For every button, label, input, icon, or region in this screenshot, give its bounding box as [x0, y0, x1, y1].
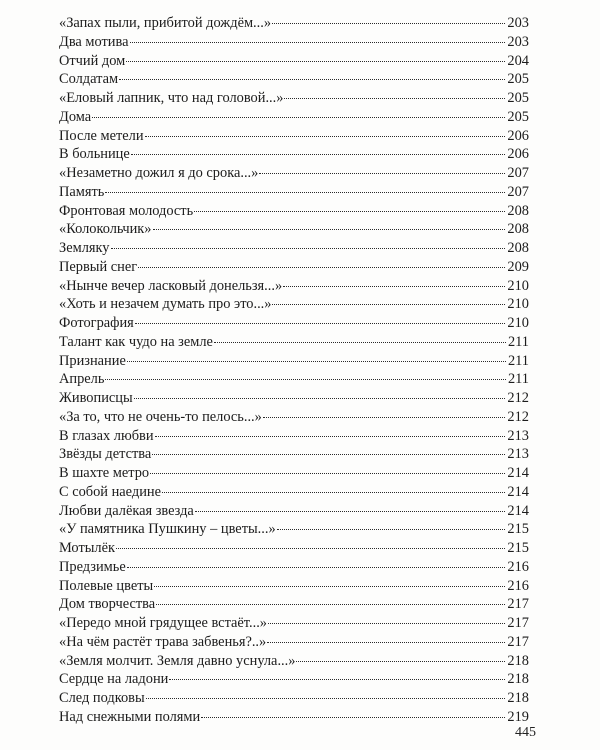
dot-leader	[296, 661, 505, 662]
toc-entry	[59, 708, 529, 727]
dot-leader	[214, 342, 506, 343]
toc-entry-page: 218	[507, 690, 529, 706]
toc-entry-page: 212	[507, 390, 529, 406]
toc-entry-page: 206	[507, 146, 529, 163]
toc-entry-page: 216	[507, 558, 529, 575]
dot-leader	[134, 398, 506, 399]
toc-entry-title: Талант как чудо на земле	[59, 333, 213, 350]
toc-entry-title: «Колокольчик»	[59, 221, 152, 238]
toc-entry	[59, 108, 529, 127]
dot-leader	[145, 136, 506, 137]
dot-leader	[126, 61, 505, 62]
toc-entry	[59, 295, 529, 314]
toc-entry	[59, 464, 529, 483]
toc-entry-page: 213	[507, 427, 529, 444]
toc-entry-page: 210	[507, 296, 529, 313]
dot-leader	[152, 454, 505, 455]
toc-entry	[59, 577, 529, 596]
dot-leader	[169, 679, 505, 680]
dot-leader	[105, 379, 506, 380]
toc-entry-title: Сердце на ладони	[59, 671, 169, 688]
toc-entry-page: 211	[507, 371, 529, 388]
toc-entry-page: 214	[507, 502, 529, 519]
toc-entry	[59, 202, 529, 221]
toc-entry-title: Признание	[59, 352, 126, 369]
dot-leader	[135, 323, 506, 324]
toc-entry-page: 213	[507, 446, 529, 463]
dot-leader	[263, 417, 506, 418]
toc-entry	[59, 239, 529, 258]
toc-entry	[59, 370, 529, 389]
dot-leader	[127, 567, 506, 568]
toc-entry-title: Мотылёк	[59, 540, 115, 556]
toc-entry	[59, 277, 529, 296]
toc-entry-page: 205	[507, 90, 529, 106]
toc-entry	[59, 164, 529, 183]
toc-entry-title: «Незаметно дожил я до срока...»	[59, 165, 259, 181]
page-number: 445	[515, 725, 536, 740]
toc-entry	[59, 483, 529, 502]
dot-leader	[156, 604, 505, 605]
toc-entry-title: Любви далёкая звезда	[59, 502, 194, 519]
toc-entry	[59, 427, 529, 446]
toc-entry-title: Отчий дом	[59, 52, 126, 69]
toc-entry-page: 218	[507, 652, 529, 669]
dot-leader	[150, 473, 505, 474]
toc-entry-title: «Хоть и незачем думать про это...»	[59, 296, 272, 313]
dot-leader	[201, 717, 505, 718]
dot-leader	[277, 529, 506, 530]
toc-entry	[59, 652, 529, 671]
toc-entry-title: «У памятника Пушкину – цветы...»	[59, 521, 276, 538]
toc-entry-title: «Запах пыли, прибитой дождём...»	[59, 15, 272, 31]
toc-entry-page: 214	[507, 465, 529, 481]
toc-entry-page: 210	[507, 277, 529, 294]
toc-entry-page: 217	[507, 633, 529, 650]
toc-entry-page: 212	[507, 408, 529, 425]
dot-leader	[111, 248, 506, 249]
toc-entry-title: Живописцы	[59, 390, 133, 406]
toc-entry-page: 203	[507, 33, 529, 50]
toc-entry-title: «Передо мной грядущее встаёт...»	[59, 615, 268, 631]
toc-entry-page: 218	[507, 671, 529, 688]
toc-entry-page: 211	[507, 352, 529, 369]
toc-entry-page: 217	[507, 615, 529, 631]
toc-entry-title: Звёзды детства	[59, 446, 152, 463]
toc-entry-title: Апрель	[59, 371, 105, 388]
toc-entry	[59, 258, 529, 277]
toc-entry	[59, 352, 529, 371]
toc-entry	[59, 614, 529, 633]
toc-entry-title: Два мотива	[59, 33, 129, 50]
toc-entry-title: После метели	[59, 127, 144, 144]
dot-leader	[194, 211, 505, 212]
toc-entry-title: Предзимье	[59, 558, 126, 575]
toc-entry-page: 216	[507, 577, 529, 594]
toc-entry	[59, 558, 529, 577]
toc-entry-title: «За то, что не очень-то пелось...»	[59, 408, 262, 425]
toc-entry-title: С собой наедине	[59, 483, 161, 500]
dot-leader	[154, 586, 505, 587]
toc-entry-title: В больнице	[59, 146, 130, 163]
toc-entry-title: Дома	[59, 108, 92, 125]
toc-entry-title: В шахте метро	[59, 465, 150, 481]
toc-entry	[59, 389, 529, 408]
toc-entry-page: 217	[507, 596, 529, 613]
toc-entry-title: След подковы	[59, 690, 145, 706]
toc-entry	[59, 33, 529, 52]
toc-entry-page: 209	[507, 258, 529, 275]
toc-entry-title: Дом творчества	[59, 596, 156, 613]
toc-entry-page: 208	[507, 202, 529, 219]
dot-leader	[130, 42, 506, 43]
toc-entry-title: Над снежными полями	[59, 708, 201, 725]
toc-entry-title: «Еловый лапник, что над головой...»	[59, 90, 284, 106]
toc-entry	[59, 89, 529, 108]
dot-leader	[268, 623, 505, 624]
dot-leader	[267, 642, 505, 643]
toc-entry	[59, 633, 529, 652]
toc-entry	[59, 14, 529, 33]
dot-leader	[272, 23, 505, 24]
toc-entry	[59, 52, 529, 71]
toc-entry-page: 207	[507, 183, 529, 200]
toc-entry-title: Первый снег	[59, 258, 138, 275]
toc-entry-page: 203	[507, 15, 529, 31]
toc-entry-page: 204	[507, 52, 529, 69]
toc-entry-title: Полевые цветы	[59, 577, 154, 594]
dot-leader	[259, 173, 505, 174]
toc-entry-page: 206	[507, 127, 529, 144]
dot-leader	[146, 698, 506, 699]
dot-leader	[119, 79, 505, 80]
toc-entry-title: Солдатам	[59, 71, 119, 88]
toc-entry	[59, 689, 529, 708]
toc-entry	[59, 183, 529, 202]
toc-entry	[59, 145, 529, 164]
toc-entry-title: «Нынче вечер ласковый донельзя...»	[59, 277, 283, 294]
toc-entry-title: Память	[59, 183, 105, 200]
toc-entry-page: 215	[507, 540, 529, 556]
toc-entry	[59, 445, 529, 464]
table-of-contents	[59, 14, 529, 727]
toc-entry-title: В глазах любви	[59, 427, 154, 444]
dot-leader	[105, 192, 505, 193]
toc-entry-page: 219	[507, 708, 529, 725]
toc-entry	[59, 408, 529, 427]
toc-entry-page: 215	[507, 521, 529, 538]
toc-entry	[59, 314, 529, 333]
dot-leader	[162, 492, 505, 493]
toc-entry-page: 205	[507, 71, 529, 88]
toc-entry	[59, 502, 529, 521]
toc-entry-title: Земляку	[59, 240, 110, 256]
toc-entry-title: Фотография	[59, 315, 134, 331]
dot-leader	[127, 361, 506, 362]
toc-entry-page: 207	[507, 165, 529, 181]
toc-entry-title: Фронтовая молодость	[59, 202, 194, 219]
toc-entry	[59, 539, 529, 558]
toc-entry-page: 205	[507, 108, 529, 125]
toc-entry-title: «Земля молчит. Земля давно уснула...»	[59, 652, 296, 669]
dot-leader	[116, 548, 505, 549]
toc-entry	[59, 520, 529, 539]
toc-entry-page: 208	[507, 240, 529, 256]
dot-leader	[283, 286, 505, 287]
dot-leader	[284, 98, 505, 99]
dot-leader	[138, 267, 505, 268]
toc-entry	[59, 670, 529, 689]
dot-leader	[92, 117, 505, 118]
toc-entry	[59, 220, 529, 239]
toc-entry	[59, 595, 529, 614]
dot-leader	[131, 154, 506, 155]
dot-leader	[155, 436, 506, 437]
toc-entry-page: 210	[507, 315, 529, 331]
toc-entry-page: 208	[507, 221, 529, 238]
dot-leader	[153, 229, 506, 230]
toc-entry	[59, 333, 529, 352]
toc-entry-page: 211	[507, 333, 529, 350]
dot-leader	[195, 511, 506, 512]
toc-entry-page: 214	[507, 483, 529, 500]
toc-entry-title: «На чём растёт трава забвенья?..»	[59, 633, 267, 650]
dot-leader	[272, 304, 505, 305]
toc-entry	[59, 127, 529, 146]
toc-entry	[59, 70, 529, 89]
